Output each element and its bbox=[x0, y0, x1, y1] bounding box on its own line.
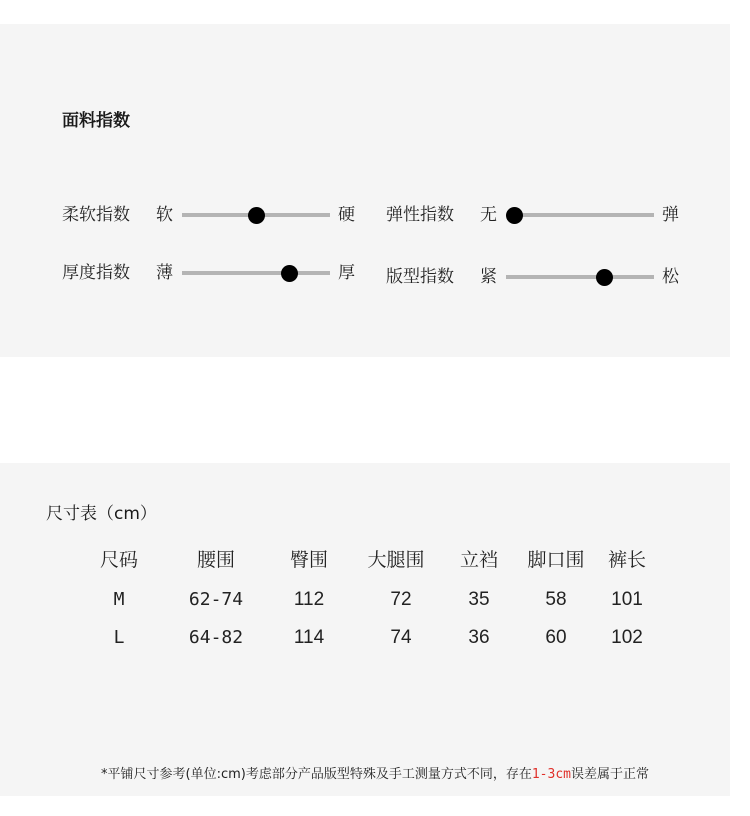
table-cell-size: L bbox=[113, 627, 125, 648]
table-cell: 62-74 bbox=[188, 589, 244, 610]
table-header-cell: 腰围 bbox=[196, 549, 236, 571]
metric-high-label: 弹 bbox=[662, 205, 679, 225]
size-chart-panel bbox=[0, 463, 730, 796]
table-cell: 72 bbox=[390, 589, 412, 610]
table-header-cell: 臀围 bbox=[289, 549, 329, 571]
table-cell: 36 bbox=[468, 627, 490, 648]
slider-knob bbox=[506, 207, 523, 224]
table-cell: 102 bbox=[611, 627, 643, 648]
metric-high-label: 厚 bbox=[338, 263, 355, 283]
table-cell: 74 bbox=[390, 627, 412, 648]
size-chart-title: 尺寸表（cm） bbox=[46, 504, 157, 524]
table-cell: 114 bbox=[293, 627, 325, 648]
table-cell: 60 bbox=[545, 627, 567, 648]
metric-low-label: 紧 bbox=[480, 267, 497, 287]
metric-high-label: 松 bbox=[662, 267, 679, 287]
metric-label: 弹性指数 bbox=[386, 205, 454, 225]
note-prefix: *平铺尺寸参考(单位:cm)考虑部分产品版型特殊及手工测量方式不同，存在 bbox=[101, 767, 532, 782]
measurement-note bbox=[0, 763, 750, 782]
fit-metric bbox=[386, 265, 686, 289]
fabric-index-panel bbox=[0, 24, 730, 357]
metric-label: 厚度指数 bbox=[62, 263, 130, 283]
slider-knob bbox=[596, 269, 613, 286]
slider-knob bbox=[248, 207, 265, 224]
slider-knob bbox=[281, 265, 298, 282]
metric-label: 版型指数 bbox=[386, 267, 454, 287]
table-cell: 58 bbox=[545, 589, 567, 610]
metric-low-label: 薄 bbox=[156, 263, 173, 283]
table-cell: 112 bbox=[293, 589, 325, 610]
table-cell: 35 bbox=[468, 589, 490, 610]
thickness-metric bbox=[62, 261, 362, 285]
table-cell: 101 bbox=[611, 589, 643, 610]
slider-track bbox=[514, 213, 654, 217]
slider-track bbox=[506, 275, 654, 279]
table-header-cell: 大腿围 bbox=[367, 549, 425, 571]
metric-low-label: 无 bbox=[480, 205, 497, 225]
note-error-range: 1-3cm bbox=[531, 767, 571, 782]
elasticity-metric bbox=[386, 203, 686, 227]
metric-high-label: 硬 bbox=[338, 205, 355, 225]
note-suffix: 误差属于正常 bbox=[570, 767, 649, 782]
metric-label: 柔软指数 bbox=[62, 205, 130, 225]
fabric-index-title: 面料指数 bbox=[62, 111, 130, 131]
table-cell: 64-82 bbox=[188, 627, 244, 648]
slider-track bbox=[182, 271, 330, 275]
metric-low-label: 软 bbox=[156, 205, 173, 225]
softness-metric bbox=[62, 203, 362, 227]
table-cell-size: M bbox=[113, 589, 125, 610]
table-header-cell: 立裆 bbox=[459, 549, 499, 571]
table-header-cell: 尺码 bbox=[99, 549, 139, 571]
table-header-cell: 脚口围 bbox=[527, 549, 585, 571]
table-header-cell: 裤长 bbox=[607, 549, 647, 571]
